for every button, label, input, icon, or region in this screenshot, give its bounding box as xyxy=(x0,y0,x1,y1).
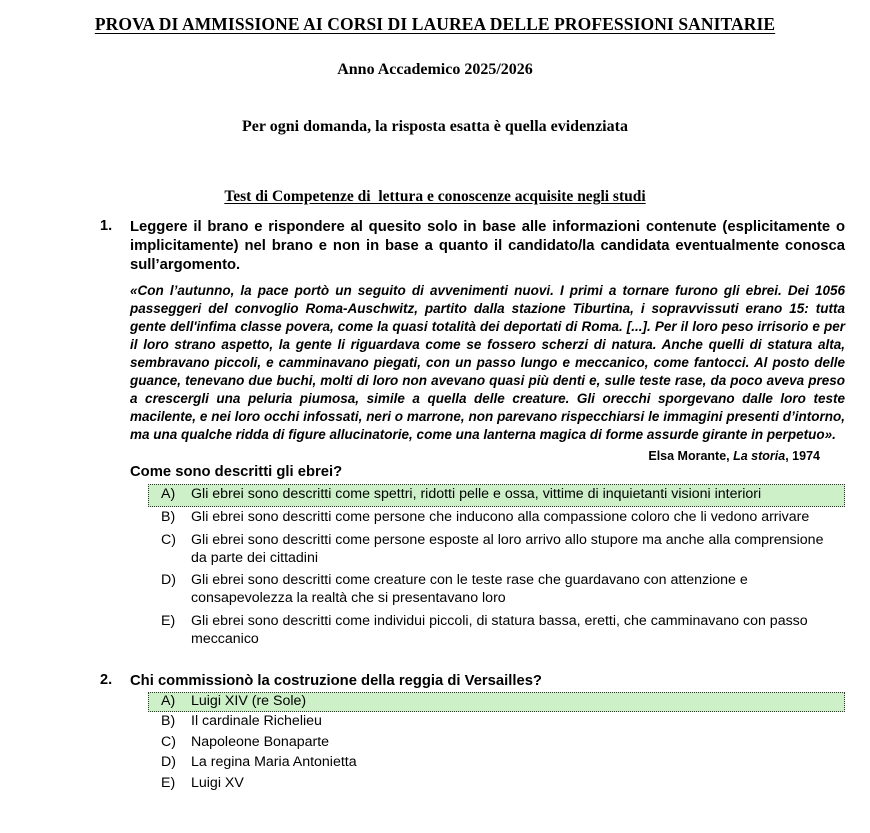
option-2-e[interactable] xyxy=(148,774,845,795)
option-letter: E) xyxy=(161,774,176,791)
option-text: Gli ebrei sono descritti come persone esposte al loro arrivo allo stupore ma anche alla comprensione da parte dei cittadini xyxy=(191,531,824,566)
option-2-d[interactable] xyxy=(148,753,845,774)
option-text: Napoleone Bonaparte xyxy=(191,733,330,750)
option-text: Luigi XV xyxy=(191,774,244,791)
option-letter: C) xyxy=(161,733,176,750)
option-text: Il cardinale Richelieu xyxy=(191,713,322,730)
option-text: Gli ebrei sono descritti come spettri, ridotti pelle e ossa, vittime di inquietanti visioni interiori xyxy=(191,485,762,502)
option-2-c[interactable] xyxy=(148,733,845,754)
option-1-a[interactable] xyxy=(148,484,845,507)
question-1-stem: Leggere il brano e rispondere al quesito solo in base alle informazioni contenute (esplicitamente o implicitamente) nel brano e non in base a quanto il candidato/la candidata eventualmente conosca sull’argomento. xyxy=(130,219,845,274)
option-1-c[interactable] xyxy=(148,530,845,571)
option-text: Gli ebrei sono descritti come creature con le teste rase che guardavano con attenzione e consapevolezza la realtà che si presentavano loro xyxy=(191,572,748,607)
option-letter: D) xyxy=(161,572,176,589)
question-2-options xyxy=(130,692,845,795)
question-2-number: 2. xyxy=(100,672,113,689)
question-1 xyxy=(0,218,870,652)
passage-attribution xyxy=(130,449,845,463)
option-text: La regina Maria Antonietta xyxy=(191,754,357,771)
option-2-a[interactable] xyxy=(148,692,845,713)
attribution-year: , 1974 xyxy=(785,449,820,464)
option-1-e[interactable] xyxy=(148,611,845,652)
option-text: Gli ebrei sono descritti come individui piccoli, di statura bassa, eretti, che camminavano con passo meccanico xyxy=(191,613,808,648)
question-1-number: 1. xyxy=(100,218,113,234)
option-1-b[interactable] xyxy=(148,507,845,530)
attribution-author: Elsa Morante, xyxy=(648,449,730,464)
option-letter: A) xyxy=(161,692,176,709)
question-1-options xyxy=(130,484,845,652)
option-letter: D) xyxy=(161,754,176,771)
option-1-d[interactable] xyxy=(148,570,845,611)
question-2-heading: Chi commissionò la costruzione della reggia di Versailles? xyxy=(130,673,542,690)
question-1-heading: Come sono descritti gli ebrei? xyxy=(130,464,343,481)
option-text: Luigi XIV (re Sole) xyxy=(191,692,307,709)
question-2 xyxy=(0,672,870,795)
option-text: Gli ebrei sono descritti come persone che inducono alla compassione coloro che li vedono arrivare xyxy=(191,508,810,525)
option-letter: E) xyxy=(161,613,176,630)
academic-year-subtitle: Anno Accademico 2025/2026 xyxy=(337,61,533,78)
option-letter: B) xyxy=(161,508,176,525)
attribution-work: La storia xyxy=(733,449,786,464)
option-letter: C) xyxy=(161,531,176,548)
section-title: Test di Competenze di lettura e conoscenze acquisite negli studi xyxy=(224,188,646,205)
answer-key-note: Per ogni domanda, la risposta esatta è quella evidenziata xyxy=(242,118,628,135)
page-title: PROVA DI AMMISSIONE AI CORSI DI LAUREA DELLE PROFESSIONI SANITARIE xyxy=(94,14,776,34)
option-letter: A) xyxy=(161,485,176,502)
option-2-b[interactable] xyxy=(148,712,845,733)
reading-passage: «Con l’autunno, la pace portò un seguito di avvenimenti nuovi. I primi a tornare furono gli ebrei. Dei 1056 passeggeri del convoglio Roma-Auschwitz, partito dalla stazione Tiburtina, i sopravvissuti erano 15: tutta gente dell'infima classe povera, come la quasi totalità dei deportati di Roma. [...]. Per il loro peso irrisorio e per il loro strano aspetto, la gente li riguardava come se fossero scherzi di natura. Anche quelli di statura alta, sembravano piccoli, e camminavano piegati, con un passo lungo e meccanico, come fantocci. Al posto delle guance, tenevano due buchi, molti di loro non avevano quasi più denti e, sulle teste rase, da poco aveva preso a crescergli una peluria piumosa, simile a quella delle creature. Gli orecchi sporgevano dalle loro teste macilente, e nei loro occhi infossati, neri o marrone, non parevano rispecchiarsi le immagini presenti d’intorno, ma una qualche ridda di figure allucinatorie, come una lanterna magica di forme assurde girante in perpetuo». xyxy=(130,282,845,443)
option-letter: B) xyxy=(161,713,176,730)
